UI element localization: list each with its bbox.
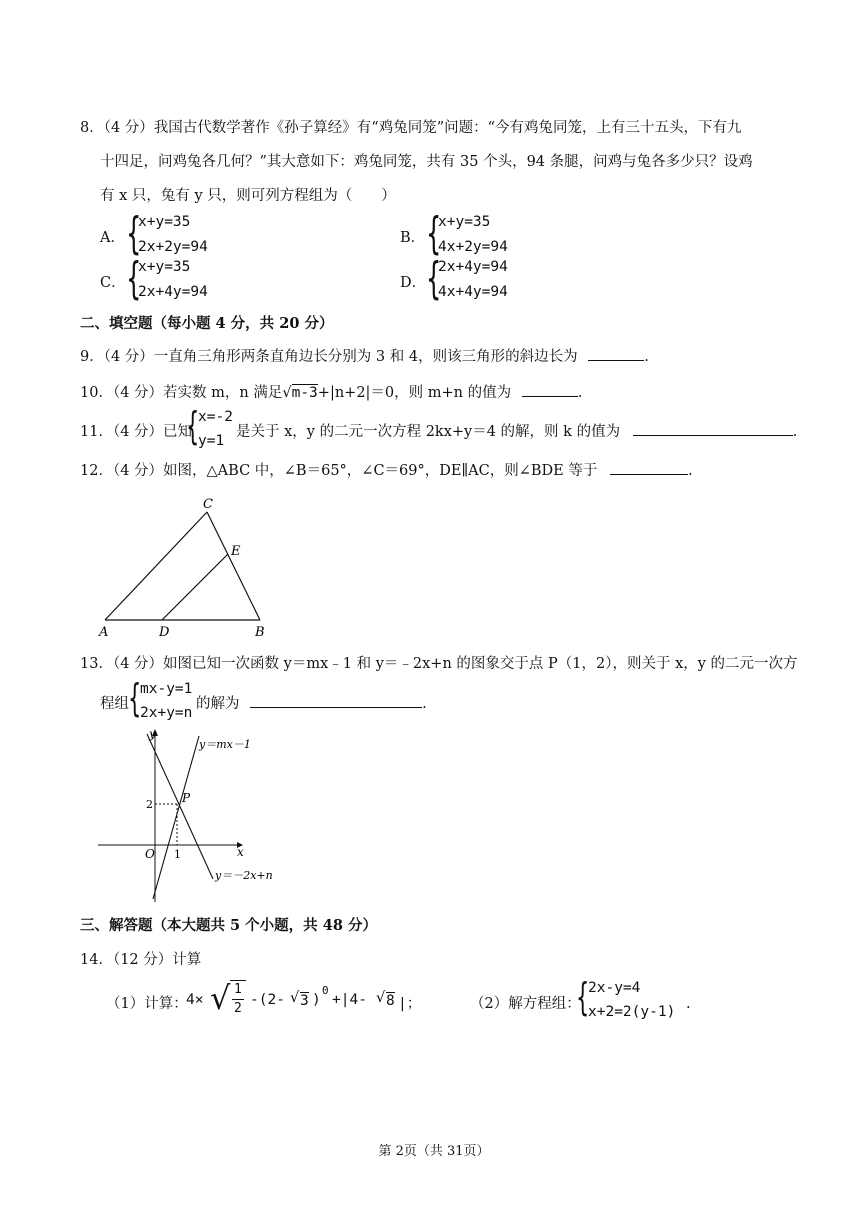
q10-line: 10．（4 分）若实数 m，n 满足√m-3+|n+2|＝0，则 m+n 的值为 . (80, 382, 582, 403)
q14-title: 14．（12 分）计算 (80, 952, 202, 968)
frac-den: 2 (234, 1001, 242, 1016)
q11-post-wrap: 是关于 x，y 的二元一次方程 2kx+y＝4 的解，则 k 的值为 . (236, 420, 797, 441)
answer-blank[interactable] (522, 382, 578, 397)
q10-post: +|n+2|＝0，则 m+n 的值为 (317, 385, 512, 401)
q8-text-line2: 十四足，问鸡兔各几何？”其大意如下：鸡兔同笼，共有 35 个头，94 条腿，问鸡与兔各多少只？设鸡 (100, 154, 753, 170)
vertex-label: E (231, 544, 241, 559)
radicand: 3 (300, 993, 309, 1009)
axis-label: y (149, 727, 156, 741)
exponent: 0 (322, 984, 329, 997)
answer-blank[interactable] (588, 346, 644, 361)
sqrt-icon: √ (210, 979, 231, 1017)
expr: |； (398, 996, 422, 1012)
option-label: B． (400, 230, 426, 246)
q8-text-line3: 有 x 只，兔有 y 只，则可列方程组为（ ） (100, 188, 396, 204)
tick-label: 2 (146, 798, 153, 811)
tick-label: 1 (174, 848, 181, 861)
point-label: P (182, 791, 191, 805)
q13-line1: 13．（4 分）如图已知一次函数 y＝mx﹣1 和 y＝﹣2x+n 的图象交于点 P（1，2），则关于 x，y 的二元一次方 (80, 656, 798, 672)
expr: -(2- (250, 992, 285, 1008)
equation: x+y=35 (438, 214, 491, 230)
radical-bar (230, 980, 246, 981)
part-label: （2）解方程组： (470, 996, 581, 1012)
brace-icon: { (128, 676, 142, 720)
equation: y=1 (198, 433, 225, 449)
radicand: m-3 (291, 385, 318, 401)
radicand: 8 (386, 993, 395, 1009)
equation: x+y=35 (138, 259, 191, 275)
frac-bar (232, 999, 244, 1000)
line-label: y＝－2x+n (215, 869, 273, 882)
section-heading: 二、填空题（每小题 4 分，共 20 分） (80, 315, 334, 332)
equation: 2x+4y=94 (438, 259, 508, 275)
q13-post-wrap: 的解为 . (196, 692, 427, 713)
equation: 2x+y=n (140, 705, 193, 721)
end-mark: . (686, 996, 691, 1012)
q9-line: 9．（4 分）一直角三角形两条直角边长分别为 3 和 4，则该三角形的斜边长为 . (80, 346, 649, 367)
section-heading: 三、解答题（本大题共 5 个小题，共 48 分） (80, 917, 377, 934)
vertex-label: B (255, 625, 265, 640)
expr: 4× (186, 992, 204, 1008)
equation: x=-2 (198, 409, 233, 425)
q13-pre: 程组 (100, 696, 129, 712)
sqrt-icon: √ (282, 385, 292, 401)
brace-icon: { (186, 404, 200, 448)
q12-text: 12．（4 分）如图，△ABC 中，∠B＝65°，∠C＝69°，DE∥AC，则∠BDE 等于 (80, 463, 598, 479)
brace-icon: { (576, 975, 590, 1019)
expr: ) (312, 992, 321, 1008)
expr: +|4- (332, 992, 367, 1008)
answer-blank[interactable] (610, 460, 688, 475)
page-footer: 第 2页（共 31页） (378, 1144, 490, 1159)
q9-text: 9．（4 分）一直角三角形两条直角边长分别为 3 和 4，则该三角形的斜边长为 (80, 349, 578, 365)
equation: mx-y=1 (140, 681, 193, 697)
sqrt-icon: √ (290, 990, 300, 1006)
answer-blank[interactable] (250, 693, 422, 708)
q10-pre: 10．（4 分）若实数 m，n 满足 (80, 385, 283, 401)
function-graph (95, 724, 295, 906)
option-label: A． (100, 230, 125, 246)
q8-text-line1: 8．（4 分）我国古代数学著作《孙子算经》有“鸡兔同笼”问题：“今有鸡兔同笼，上有三十五头，下有九 (80, 120, 742, 136)
sqrt-icon: √ (376, 990, 386, 1006)
frac-num: 1 (234, 982, 242, 997)
answer-blank[interactable] (633, 421, 793, 436)
vertex-label: C (203, 497, 213, 512)
brace-icon: { (126, 253, 142, 304)
brace-icon: { (426, 208, 442, 259)
origin-label: O (145, 847, 155, 861)
q13-post: 的解为 (196, 696, 240, 712)
option-label: C． (100, 275, 126, 291)
equation: 4x+2y=94 (438, 239, 508, 255)
equation: 2x-y=4 (588, 980, 641, 996)
vertex-label: A (99, 625, 109, 640)
q12-line: 12．（4 分）如图，△ABC 中，∠B＝65°，∠C＝69°，DE∥AC，则∠BDE 等于 . (80, 460, 693, 481)
brace-icon: { (126, 208, 142, 259)
equation: 4x+4y=94 (438, 284, 508, 300)
part-label: （1）计算： (106, 996, 188, 1012)
brace-icon: { (426, 253, 442, 304)
vertex-label: D (159, 625, 170, 640)
option-label: D． (400, 275, 427, 291)
triangle-figure (95, 492, 280, 642)
equation: 2x+2y=94 (138, 239, 208, 255)
line-label: y＝mx－1 (199, 738, 251, 751)
equation: x+2=2(y-1) (588, 1004, 676, 1020)
axis-label: x (237, 845, 244, 859)
equation: x+y=35 (138, 214, 191, 230)
q11-pre: 11．（4 分）已知 (80, 424, 193, 440)
equation: 2x+4y=94 (138, 284, 208, 300)
q11-post: 是关于 x，y 的二元一次方程 2kx+y＝4 的解，则 k 的值为 (236, 424, 621, 440)
